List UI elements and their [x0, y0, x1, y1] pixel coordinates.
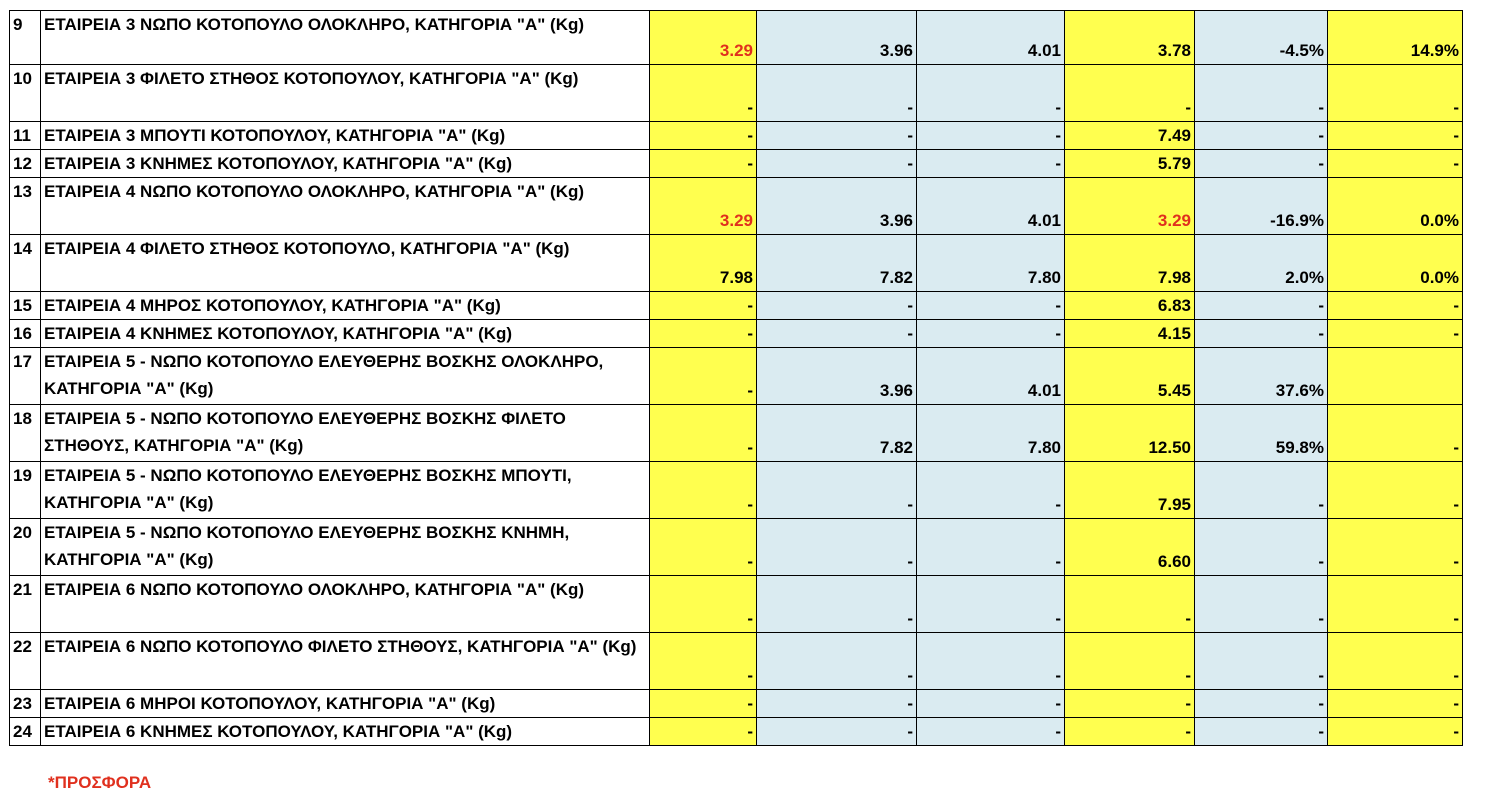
price-cell: - — [757, 462, 917, 519]
row-number: 18 — [10, 405, 41, 462]
percent-change-cell: - — [1195, 718, 1328, 746]
table-row — [10, 122, 1463, 150]
price-cell: 4.15 — [1065, 320, 1195, 348]
price-cell: - — [757, 633, 917, 690]
price-cell: 3.96 — [757, 178, 917, 235]
price-cell: 7.95 — [1065, 462, 1195, 519]
percent-change-cell: - — [1328, 122, 1463, 150]
price-cell: - — [917, 150, 1065, 178]
table-row — [10, 462, 1463, 519]
row-number: 11 — [10, 122, 41, 150]
percent-change-cell: - — [1195, 122, 1328, 150]
price-cell: - — [917, 718, 1065, 746]
price-cell: - — [757, 690, 917, 718]
price-cell: - — [917, 633, 1065, 690]
product-name: ΕΤΑΙΡΕΙΑ 4 ΝΩΠΟ ΚΟΤΟΠΟΥΛΟ ΟΛΟΚΛΗΡΟ, ΚΑΤΗΓΟΡΙΑ "Α" (Kg) — [41, 178, 650, 235]
percent-change-cell: - — [1195, 519, 1328, 576]
product-name: ΕΤΑΙΡΕΙΑ 4 ΜΗΡΟΣ ΚΟΤΟΠΟΥΛΟΥ, ΚΑΤΗΓΟΡΙΑ "Α" (Kg) — [41, 292, 650, 320]
price-cell: - — [1065, 718, 1195, 746]
percent-change-cell: - — [1195, 690, 1328, 718]
table-row — [10, 320, 1463, 348]
price-cell: - — [757, 65, 917, 122]
row-number: 23 — [10, 690, 41, 718]
price-cell: - — [650, 690, 757, 718]
price-cell: - — [1065, 65, 1195, 122]
product-name: ΕΤΑΙΡΕΙΑ 3 ΝΩΠΟ ΚΟΤΟΠΟΥΛΟ ΟΛΟΚΛΗΡΟ, ΚΑΤΗΓΟΡΙΑ "Α" (Kg) — [41, 11, 650, 65]
row-number: 20 — [10, 519, 41, 576]
table-row — [10, 405, 1463, 462]
percent-change-cell: - — [1195, 320, 1328, 348]
product-name: ΕΤΑΙΡΕΙΑ 5 - ΝΩΠΟ ΚΟΤΟΠΟΥΛΟ ΕΛΕΥΘΕΡΗΣ ΒΟΣΚΗΣ ΜΠΟΥΤΙ, ΚΑΤΗΓΟΡΙΑ "Α" (Kg) — [41, 462, 650, 519]
price-cell: - — [1065, 576, 1195, 633]
percent-change-cell: - — [1328, 576, 1463, 633]
price-cell: - — [650, 320, 757, 348]
percent-change-cell: - — [1328, 150, 1463, 178]
price-cell: 12.50 — [1065, 405, 1195, 462]
table-row — [10, 690, 1463, 718]
percent-change-cell: - — [1328, 462, 1463, 519]
row-number: 13 — [10, 178, 41, 235]
percent-change-cell: - — [1328, 718, 1463, 746]
price-cell: 3.29 — [1065, 178, 1195, 235]
table-row — [10, 718, 1463, 746]
price-cell: - — [917, 519, 1065, 576]
percent-change-cell: 2.0% — [1195, 235, 1328, 292]
percent-change-cell: - — [1328, 690, 1463, 718]
price-cell: 4.01 — [917, 11, 1065, 65]
product-name: ΕΤΑΙΡΕΙΑ 4 ΚΝΗΜΕΣ ΚΟΤΟΠΟΥΛΟΥ, ΚΑΤΗΓΟΡΙΑ "Α" (Kg) — [41, 320, 650, 348]
percent-change-cell: - — [1195, 462, 1328, 519]
percent-change-cell: - — [1328, 633, 1463, 690]
product-name: ΕΤΑΙΡΕΙΑ 6 ΚΝΗΜΕΣ ΚΟΤΟΠΟΥΛΟΥ, ΚΑΤΗΓΟΡΙΑ "Α" (Kg) — [41, 718, 650, 746]
product-name: ΕΤΑΙΡΕΙΑ 6 ΜΗΡΟΙ ΚΟΤΟΠΟΥΛΟΥ, ΚΑΤΗΓΟΡΙΑ "Α" (Kg) — [41, 690, 650, 718]
price-cell: - — [757, 718, 917, 746]
price-cell: - — [917, 292, 1065, 320]
price-cell: 7.49 — [1065, 122, 1195, 150]
percent-change-cell: -16.9% — [1195, 178, 1328, 235]
percent-change-cell: 0.0% — [1328, 178, 1463, 235]
table-row — [10, 519, 1463, 576]
price-cell: - — [917, 576, 1065, 633]
price-cell: - — [650, 65, 757, 122]
percent-change-cell: - — [1328, 320, 1463, 348]
price-cell: - — [757, 122, 917, 150]
table-row — [10, 178, 1463, 235]
percent-change-cell: 0.0% — [1328, 235, 1463, 292]
price-cell: - — [650, 462, 757, 519]
percent-change-cell: 59.8% — [1195, 405, 1328, 462]
table-row — [10, 576, 1463, 633]
row-number: 12 — [10, 150, 41, 178]
price-cell: 7.82 — [757, 235, 917, 292]
percent-change-cell: -4.5% — [1195, 11, 1328, 65]
price-cell: 3.96 — [757, 11, 917, 65]
table-row — [10, 348, 1463, 405]
product-name: ΕΤΑΙΡΕΙΑ 5 - ΝΩΠΟ ΚΟΤΟΠΟΥΛΟ ΕΛΕΥΘΕΡΗΣ ΒΟΣΚΗΣ ΦΙΛΕΤΟ ΣΤΗΘΟΥΣ, ΚΑΤΗΓΟΡΙΑ "Α" (Kg) — [41, 405, 650, 462]
row-number: 10 — [10, 65, 41, 122]
price-cell: 7.80 — [917, 235, 1065, 292]
row-number: 15 — [10, 292, 41, 320]
percent-change-cell: - — [1328, 292, 1463, 320]
percent-change-cell: 37.6% — [1195, 348, 1328, 405]
percent-change-cell: - — [1195, 292, 1328, 320]
row-number: 24 — [10, 718, 41, 746]
price-cell: 7.80 — [917, 405, 1065, 462]
price-cell: 3.29 — [650, 178, 757, 235]
price-cell: - — [650, 348, 757, 405]
percent-change-cell — [1328, 348, 1463, 405]
percent-change-cell: 14.9% — [1328, 11, 1463, 65]
percent-change-cell: - — [1328, 405, 1463, 462]
price-cell: - — [757, 519, 917, 576]
row-number: 17 — [10, 348, 41, 405]
price-cell: - — [757, 292, 917, 320]
percent-change-cell: - — [1195, 150, 1328, 178]
price-cell: - — [650, 718, 757, 746]
price-cell: - — [650, 633, 757, 690]
product-name: ΕΤΑΙΡΕΙΑ 4 ΦΙΛΕΤΟ ΣΤΗΘΟΣ ΚΟΤΟΠΟΥΛΟ, ΚΑΤΗΓΟΡΙΑ "Α" (Kg) — [41, 235, 650, 292]
price-cell: - — [917, 462, 1065, 519]
table-row — [10, 235, 1463, 292]
percent-change-cell: - — [1195, 576, 1328, 633]
price-cell: - — [650, 519, 757, 576]
price-cell: - — [917, 122, 1065, 150]
price-cell: 3.96 — [757, 348, 917, 405]
price-cell: - — [917, 65, 1065, 122]
table-row — [10, 150, 1463, 178]
price-cell: 3.29 — [650, 11, 757, 65]
product-name: ΕΤΑΙΡΕΙΑ 3 ΦΙΛΕΤΟ ΣΤΗΘΟΣ ΚΟΤΟΠΟΥΛΟΥ, ΚΑΤΗΓΟΡΙΑ "Α" (Kg) — [41, 65, 650, 122]
product-name: ΕΤΑΙΡΕΙΑ 6 ΝΩΠΟ ΚΟΤΟΠΟΥΛΟ ΦΙΛΕΤΟ ΣΤΗΘΟΥΣ, ΚΑΤΗΓΟΡΙΑ "Α" (Kg) — [41, 633, 650, 690]
price-cell: - — [650, 405, 757, 462]
row-number: 16 — [10, 320, 41, 348]
price-cell: - — [917, 320, 1065, 348]
percent-change-cell: - — [1328, 65, 1463, 122]
row-number: 21 — [10, 576, 41, 633]
price-cell: - — [650, 292, 757, 320]
row-number: 9 — [10, 11, 41, 65]
table-row — [10, 292, 1463, 320]
product-name: ΕΤΑΙΡΕΙΑ 5 - ΝΩΠΟ ΚΟΤΟΠΟΥΛΟ ΕΛΕΥΘΕΡΗΣ ΒΟΣΚΗΣ ΚΝΗΜΗ, ΚΑΤΗΓΟΡΙΑ "Α" (Kg) — [41, 519, 650, 576]
price-cell: - — [650, 150, 757, 178]
percent-change-cell: - — [1195, 633, 1328, 690]
product-name: ΕΤΑΙΡΕΙΑ 5 - ΝΩΠΟ ΚΟΤΟΠΟΥΛΟ ΕΛΕΥΘΕΡΗΣ ΒΟΣΚΗΣ ΟΛΟΚΛΗΡΟ, ΚΑΤΗΓΟΡΙΑ "Α" (Kg) — [41, 348, 650, 405]
price-comparison-table — [9, 10, 1463, 746]
price-cell: 4.01 — [917, 348, 1065, 405]
table-row — [10, 11, 1463, 65]
price-cell: - — [1065, 690, 1195, 718]
price-cell: 7.98 — [650, 235, 757, 292]
price-cell: 7.98 — [1065, 235, 1195, 292]
price-cell: - — [917, 690, 1065, 718]
percent-change-cell: - — [1328, 519, 1463, 576]
percent-change-cell: - — [1195, 65, 1328, 122]
price-cell: - — [650, 122, 757, 150]
product-name: ΕΤΑΙΡΕΙΑ 3 ΜΠΟΥΤΙ ΚΟΤΟΠΟΥΛΟΥ, ΚΑΤΗΓΟΡΙΑ "Α" (Kg) — [41, 122, 650, 150]
price-cell: - — [757, 320, 917, 348]
price-cell: 6.83 — [1065, 292, 1195, 320]
price-cell: 5.45 — [1065, 348, 1195, 405]
table-row — [10, 633, 1463, 690]
product-name: ΕΤΑΙΡΕΙΑ 6 ΝΩΠΟ ΚΟΤΟΠΟΥΛΟ ΟΛΟΚΛΗΡΟ, ΚΑΤΗΓΟΡΙΑ "Α" (Kg) — [41, 576, 650, 633]
price-cell: - — [650, 576, 757, 633]
price-cell: - — [757, 576, 917, 633]
price-cell: 4.01 — [917, 178, 1065, 235]
price-cell: 3.78 — [1065, 11, 1195, 65]
price-cell: 7.82 — [757, 405, 917, 462]
price-cell: - — [1065, 633, 1195, 690]
price-cell: - — [757, 150, 917, 178]
offer-footnote: *ΠΡΟΣΦΟΡΑ — [48, 773, 152, 792]
table-row — [10, 65, 1463, 122]
row-number: 14 — [10, 235, 41, 292]
row-number: 22 — [10, 633, 41, 690]
product-name: ΕΤΑΙΡΕΙΑ 3 ΚΝΗΜΕΣ ΚΟΤΟΠΟΥΛΟΥ, ΚΑΤΗΓΟΡΙΑ "Α" (Kg) — [41, 150, 650, 178]
price-cell: 5.79 — [1065, 150, 1195, 178]
price-cell: 6.60 — [1065, 519, 1195, 576]
row-number: 19 — [10, 462, 41, 519]
